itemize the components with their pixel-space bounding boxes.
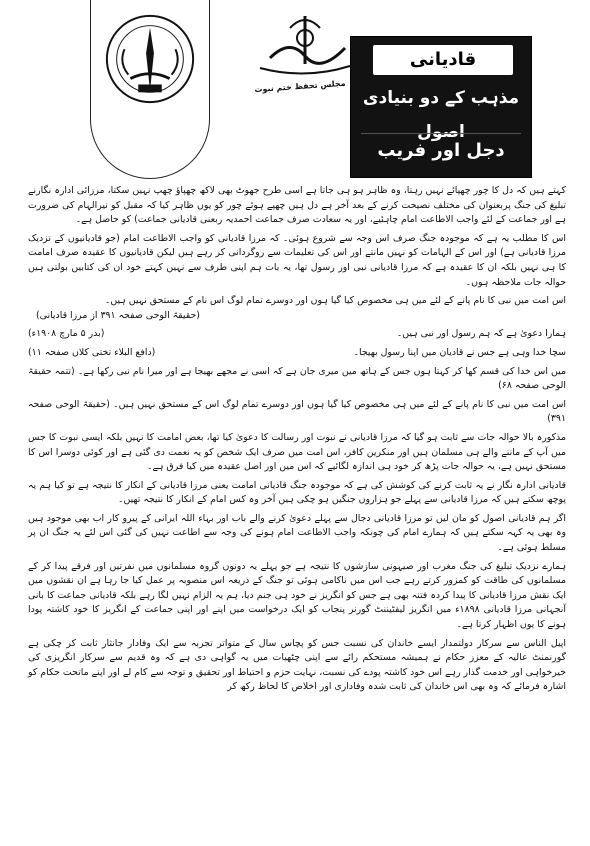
article-body [28, 184, 566, 699]
title-banner [350, 36, 532, 178]
paragraph: قادیانی ادارہ نگار نے یہ ثابت کرنے کی کوشش کی ہے کہ موجودہ جنگ قادیانی امامت یعنی مرزا قادیانی کے انکار کا نتیجہ ہے تو کیا ہم یہ پوچھ سکتے ہیں کہ مرزا قادیانی سے پہلے جو ہزاروں جنگیں ہو چکی ہیں آخر وہ کس امام کے انکار کا نتیجہ تھیں۔ [28, 479, 566, 506]
title-main: مذہب کے دو بنیادی اصول [362, 88, 520, 142]
quote-reference: (تتمہ حقیقۃ الوحی صفحہ ۶۸) [28, 365, 566, 392]
paragraph: ہمارے نزدیک تبلیغ کی جنگ مغرب اور صیہونی سازشوں کا نتیجہ ہے جو پہلے یہ دونوں گروہ مسلمانوں میں نفرتیں اور فرقے پیدا کر کے مسلمانوں کی طاقت کو کمزور کرتے رہے جب اس میں ناکامی ہوئی تو جنگ کے ذریعہ اس منصوبہ پر عمل کیا جا رہا ہے ان نقشوں میں ایک نقش مرزا قادیانی کا پیدا کردہ فتنہ بھی ہے جس کو انگریز نے خود ہی جنم دیا، ہم یہ الزام نہیں لگا رہے بلکہ قادیانی جماعت کا بانی آنجہانی مرزا قادیانی ۱۸۹۸ء میں انگریز لیفٹیننٹ گورنر پنجاب کو ایک درخواست میں اپنے اور اپنی جماعت کے انگریز کا خود کاشتہ پودا ہونے کا یوں اظہار کرتا ہے۔ [28, 560, 566, 631]
title-top: قادیانی [371, 43, 515, 77]
organization-emblem-icon [101, 10, 199, 108]
quote-text: میں اس خدا کی قسم کھا کر کہتا ہوں جس کے ہاتھ میں میری جان ہے کہ اسی نے مجھے بھیجا ہے اور میرا نام نبی رکھا ہے۔ [77, 365, 566, 377]
paragraph: اپیل الناس سے سرکار دولتمدار ایسے خاندان کی نسبت جس کو پچاس سال کے متواتر تجربہ سے ایک وفادار جانثار ثابت کر چکی ہے گورنمنٹ عالیہ کے معزز حکام نے ہمیشہ مستحکم رائے سے اپنی چٹھیات میں یہ گواہی دی ہے کہ وہ قدیم سے سرکار انگریزی کی خیرخواہی اور خدمت گذار رہے اس خود کاشتہ پودے کی نسبت، نہایت حزم و احتیاط اور تحقیق و توجہ سے کام لے اور اپنے ماتحت حکام کو اشارہ فرمائے کہ وہ بھی اس خاندان کی ثابت شدہ وفاداری اور اخلاص کا لحاظ رکھ کر [28, 637, 566, 693]
quote-reference: (حقیقۃ الوحی صفحہ ۳۹۱) [28, 398, 566, 425]
paragraph: مذکورہ بالا حوالہ جات سے ثابت ہو گیا کہ مرزا قادیانی نے نبوت اور رسالت کا دعویٰ کیا تھا، بعض امامت کا نہیں بلکہ ایسی نبوت کا جس میں آپ کے ماننے والے ہی مسلمان ہیں اور منکرین کافر، اس امت میں صرف ایک شخص کو یہ نعمت دی گئی ہے اور کوئی دوسرا اس کا مستحق نہیں ہے، یہ حوالہ جات پڑھ کر خود ہی اندازہ لگائیے کہ اس میں اور اصل عقیدہ میں کیا فرق ہے۔ [28, 431, 566, 473]
paragraph: اگر ہم قادیانی اصول کو مان لیں تو مرزا قادیانی دجال سے پہلے دعویٰ کرنے والے باب اور بہاء اللہ ایرانی کے پیرو کار اب بھی موجود ہیں وہ بھی یہ کہہ سکتے ہیں کہ ہمارے امام کی چونکہ واجب الاطاعت امام ہونے کی وجہ سے اطاعت نہیں کی گئی اس لئے یہ جنگ ان پر مسلط ہوئی ہے۔ [28, 512, 566, 554]
paragraph: کہتے ہیں کہ دل کا چور چھپائے نہیں رہتا، وہ ظاہر ہو ہی جاتا ہے اسی طرح جھوٹ بھی لاکھ چھپاؤ چھپ نہیں سکتا، مرزائی ادارہ نگارنے تبلیغ کی جنگ پربعنوان کی مختلف نصیحت کرنے کے بعد آخر ہے دل ہیں چھپے ہوئے چور کو یوں ظاہر کیا کہ مقبل کو نیرالہام کی ضرورت ہے اور جماعت کے لئے واجب الاطاعت امام چاہئیے، اور یہ سعادت صرف جماعت احمدیہ ربعنی قادیانی جماعت) کو حاصل ہے۔ [28, 185, 566, 226]
paragraph: اس کا مطلب یہ ہے کہ موجودہ جنگ صرف اس وجہ سے شروع ہوئی۔ کہ مرزا قادیانی کو واجب الاطاعت امام (جو قادیانیوں کے نزدیک مرزا قادیانی ہے) اور اس کے الہامات کو نہیں مانتے اور اس کی تعلیمات سے روگردانی کر رہے ہیں لیکن قادیانیوں کا عقیدہ صرف امامت کا ہی نہیں بلکہ ان کا عقیدہ ہے کہ مرزا قادیانی نبی اور رسول تھا، یہ بات ہم اپنی طرف سے نہیں کہتے خود ان کی کتابیں بولتی ہیں حوالہ جات ملاحظہ ہوں۔ [28, 232, 566, 288]
quote-reference: (حقیقۃ الوحی صفحہ ۳۹۱ از مرزا قادیانی) [36, 309, 200, 321]
quote-item [28, 346, 566, 361]
quote-reference: (دافع البلاء تختی کلاں صفحہ ۱۱) [28, 346, 156, 358]
organization-name: مجلس تحفظ ختم نبوت [254, 78, 346, 95]
quote-text: اس امت میں نبی کا نام پانے کے لئے میں ہی مخصوص کیا گیا ہوں اور دوسرے تمام لوگ اس کے مستحق نہیں ہیں۔ [113, 398, 567, 410]
header [60, 0, 560, 178]
emblem-frame [90, 0, 210, 179]
quote-item [28, 294, 566, 323]
quote-item [28, 327, 566, 342]
quote-item [28, 398, 566, 427]
quote-text: سچا خدا وہی ہے جس نے قادیان میں اپنا رسول بھیجا۔ [353, 346, 566, 358]
quote-reference: (بدر ۵ مارچ ۱۹۰۸ء) [28, 328, 105, 340]
quote-text: ہمارا دعویٰ ہے کہ ہم رسول اور نبی ہیں۔ [396, 328, 566, 340]
title-subtitle: دجل اور فریب [361, 133, 521, 168]
quote-text: اس امت میں نبی کا نام پانے کے لئے میں ہی مخصوص کیا گیا ہوں اور دوسرے تمام لوگ اس نام کے مستحق نہیں ہیں۔ [104, 295, 566, 307]
calligraphy-icon [250, 8, 360, 80]
quote-item [28, 365, 566, 394]
